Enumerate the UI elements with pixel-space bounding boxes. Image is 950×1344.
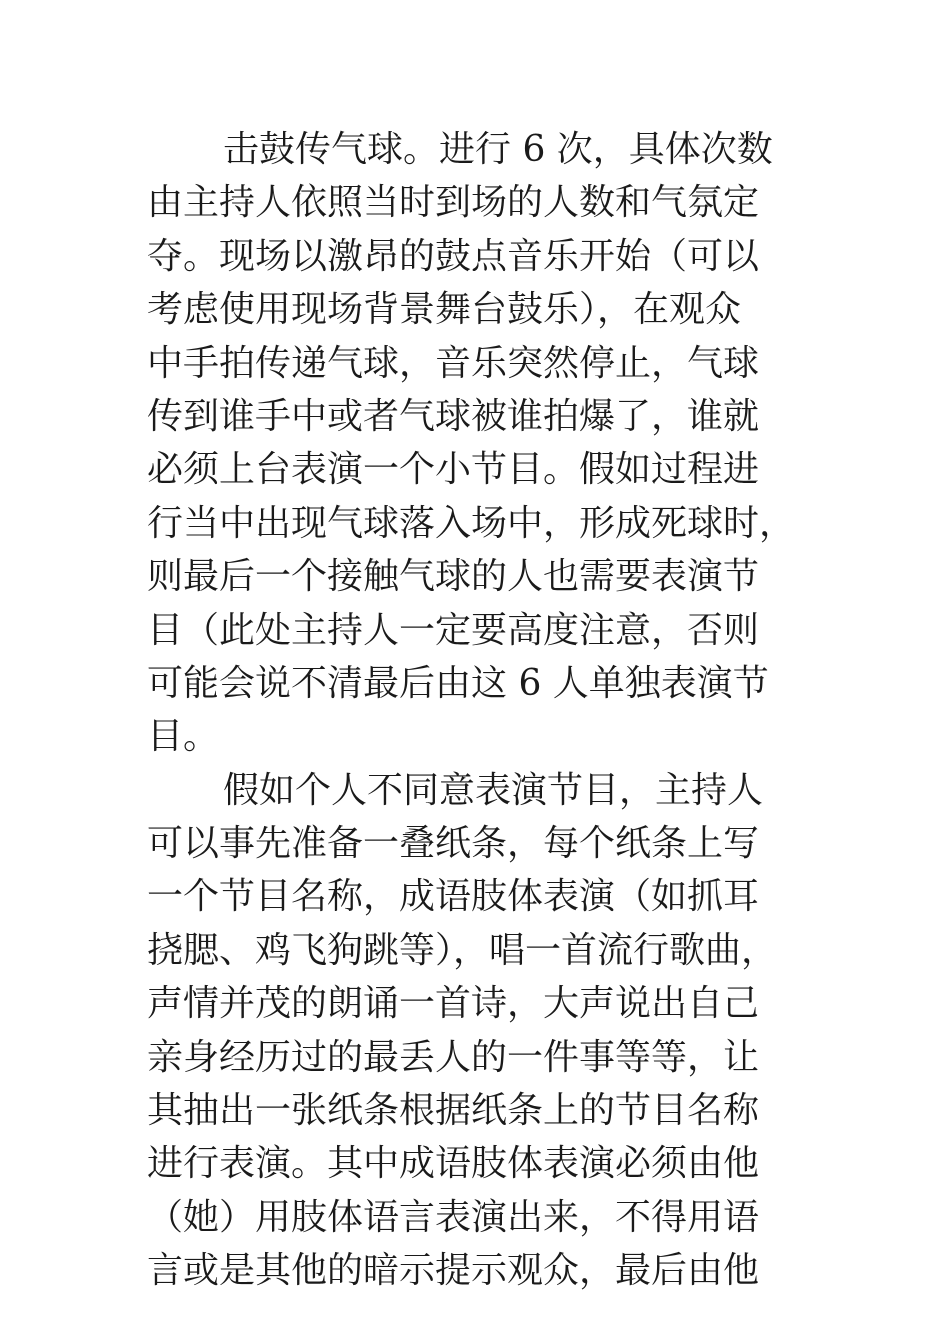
paragraph-1 <box>147 123 807 764</box>
paragraph-line: 中手拍传递气球，音乐突然停止，气球 <box>147 342 760 384</box>
paragraph-line: 必须上台表演一个小节目。假如过程进 <box>147 449 760 491</box>
paragraph-line: 亲身经历过的最丢人的一件事等等，让 <box>147 1036 760 1078</box>
paragraph-line: 击鼓传气球。进行 6 次，具体次数 <box>223 129 773 170</box>
paragraph-line: 可以事先准备一叠纸条，每个纸条上写 <box>147 823 760 865</box>
paragraph-line: 考虑使用现场背景舞台鼓乐），在观众 <box>147 289 742 331</box>
paragraph-line: 声情并茂的朗诵一首诗，大声说出自己 <box>147 983 760 1025</box>
paragraph-line: 进行表演。其中成语肢体表演必须由他 <box>147 1143 760 1185</box>
paragraph-line: 挠腮、鸡飞狗跳等），唱一首流行歌曲， <box>147 929 778 971</box>
paragraph-line: 目。 <box>147 716 220 758</box>
paragraph-line: 目（此处主持人一定要高度注意，否则 <box>147 609 760 651</box>
document-body <box>147 123 807 1298</box>
paragraph-line: 一个节目名称，成语肢体表演（如抓耳 <box>147 876 760 918</box>
paragraph-line: 假如个人不同意表演节目，主持人 <box>223 769 764 811</box>
paragraph-line: 夺。现场以激昂的鼓点音乐开始（可以 <box>147 235 760 277</box>
paragraph-line: 传到谁手中或者气球被谁拍爆了，谁就 <box>147 395 760 437</box>
paragraph-line: 行当中出现气球落入场中，形成死球时， <box>147 502 796 544</box>
paragraph-line: 可能会说不清最后由这 6 人单独表演节 <box>147 662 769 704</box>
paragraph-line: 由主持人依照当时到场的人数和气氛定 <box>147 182 760 224</box>
paragraph-2 <box>147 764 807 1298</box>
paragraph-line: （她）用肢体语言表演出来，不得用语 <box>147 1196 760 1238</box>
paragraph-line: 言或是其他的暗示提示观众，最后由他 <box>147 1250 760 1292</box>
paragraph-line: 则最后一个接触气球的人也需要表演节 <box>147 556 760 598</box>
paragraph-line: 其抽出一张纸条根据纸条上的节目名称 <box>147 1090 760 1132</box>
